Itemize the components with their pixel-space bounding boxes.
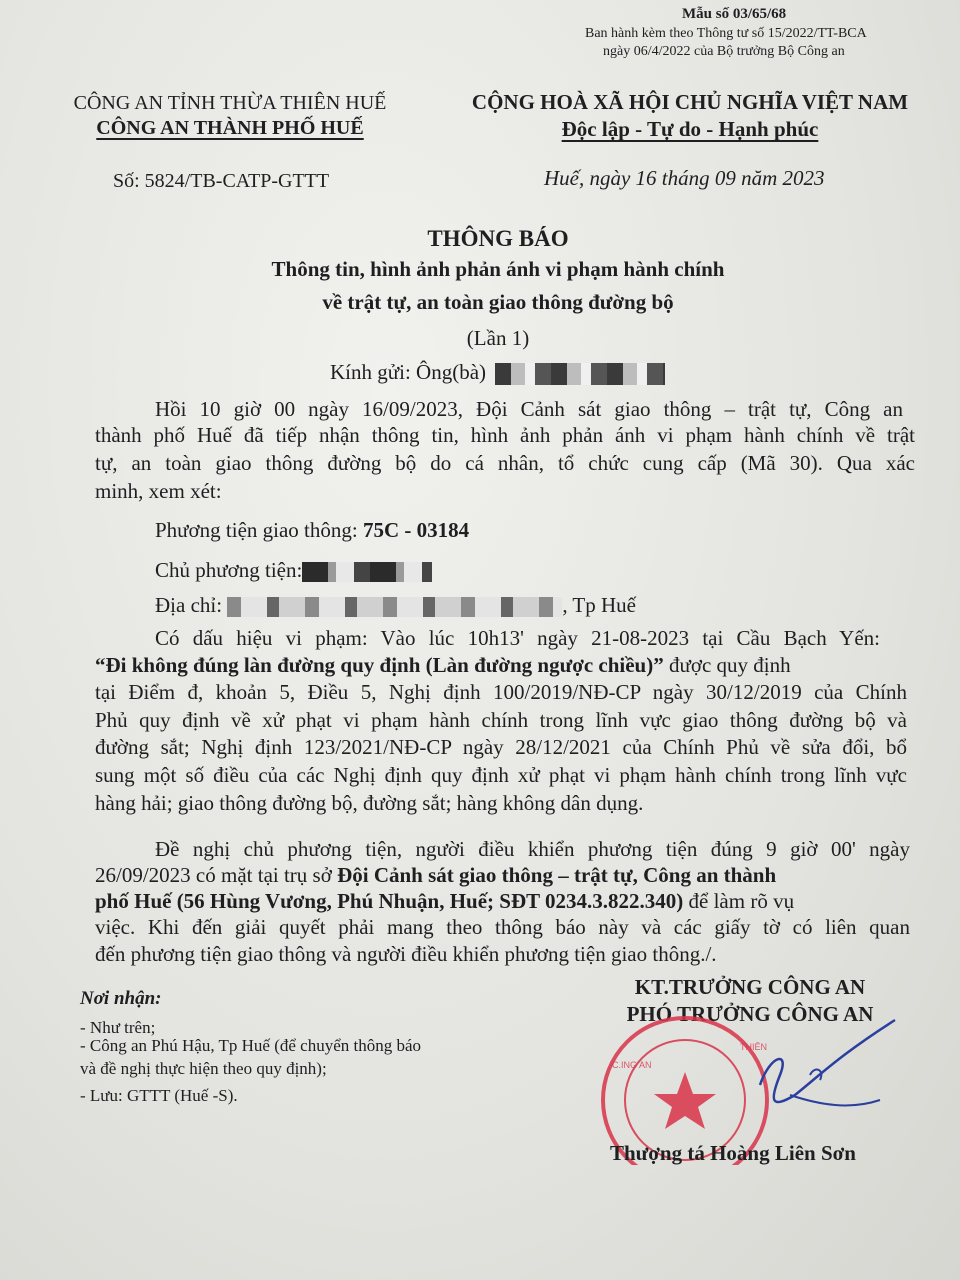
violation-description: “Đi không đúng làn đường quy định (Làn đường ngược chiều)”	[95, 653, 664, 677]
intro-line-4: minh, xem xét:	[95, 479, 222, 503]
notice-subtitle-1: Thông tin, hình ảnh phản ánh vi phạm hành chính	[271, 257, 725, 281]
recipients-item-1: - Như trên;	[80, 1018, 156, 1037]
intro-line-2: thành phố Huế đã tiếp nhận thông tin, hình ảnh phản ánh vi phạm hành chính về trật	[95, 423, 915, 447]
request-line-2-a: 26/09/2023 có mặt tại trụ sở	[95, 863, 338, 887]
notice-subtitle-2: về trật tự, an toàn giao thông đường bộ	[322, 290, 674, 314]
place-date: Huế, ngày 16 tháng 09 năm 2023	[544, 166, 825, 190]
national-title: CỘNG HOÀ XÃ HỘI CHỦ NGHĨA VIỆT NAM	[471, 90, 909, 114]
recipients-item-3: và đề nghị thực hiện theo quy định);	[80, 1059, 327, 1078]
recipients-item-2: - Công an Phú Hậu, Tp Huế (để chuyển thông báo	[80, 1036, 422, 1055]
handwritten-signature	[700, 1015, 900, 1125]
request-line-1: Đề nghị chủ phương tiện, người điều khiển phương tiện đúng 9 giờ 00' ngày	[155, 837, 910, 861]
violation-line-1: Có dấu hiệu vi phạm: Vào lúc 10h13' ngày 21-08-2023 tại Cầu Bạch Yến:	[155, 626, 880, 650]
redacted-owner	[302, 562, 432, 582]
svg-text:C.ING AN: C.ING AN	[612, 1060, 652, 1070]
request-line-5: đến phương tiện giao thông và người điều khiển phương tiện giao thông./.	[95, 942, 717, 966]
redacted-address	[227, 597, 562, 617]
signature-title-1: KT.TRƯỞNG CÔNG AN	[634, 975, 866, 999]
redacted-name	[495, 363, 665, 385]
form-issued-line1: Ban hành kèm theo Thông tư số 15/2022/TT-BCA	[585, 26, 867, 41]
header-org1: CÔNG AN TỈNH THỪA THIÊN HUẾ	[73, 92, 387, 114]
national-motto: Độc lập - Tự do - Hạnh phúc	[561, 117, 819, 141]
address-line	[155, 592, 960, 619]
request-office: Đội Cảnh sát giao thông – trật tự, Công an thành	[337, 863, 777, 887]
recipient-label: Kính gửi: Ông(bà)	[330, 360, 487, 384]
address-label: Địa chỉ:	[155, 593, 223, 617]
request-line-2	[95, 862, 915, 889]
violation-line-2	[95, 652, 915, 679]
violation-line-7: hàng hải; giao thông đường bộ, đường sắt; hàng không dân dụng.	[95, 791, 644, 815]
notice-times: (Lần 1)	[466, 326, 530, 350]
form-issued-line2: ngày 06/4/2022 của Bộ trưởng Bộ Công an	[603, 44, 845, 59]
vehicle-line	[155, 517, 960, 544]
request-line-4: việc. Khi đến giải quyết phải mang theo thông báo này và các giấy tờ có liên quan	[95, 915, 910, 939]
intro-line-3: tự, an toàn giao thông đường bộ do cá nhân, tổ chức cung cấp (Mã 30). Qua xác	[95, 451, 915, 475]
recipients-heading: Nơi nhận:	[80, 988, 162, 1009]
recipients-item-4: - Lưu: GTTT (Huế -S).	[80, 1086, 238, 1105]
signature-title-2: PHÓ TRƯỞNG CÔNG AN	[626, 1002, 874, 1026]
owner-line	[155, 557, 960, 584]
request-line-3	[95, 888, 915, 915]
violation-line-2-rest: được quy định	[663, 653, 791, 677]
violation-line-6: sung một số điều của các Nghị định quy định xử phạt vi phạm hành chính trong lĩnh vực	[95, 763, 907, 787]
violation-line-4: Phủ quy định về xử phạt vi phạm hành chính trong lĩnh vực giao thông đường bộ và	[95, 708, 907, 732]
signer-name: Thượng tá Hoàng Liên Sơn	[610, 1141, 856, 1165]
violation-line-5: đường sắt; Nghị định 123/2021/NĐ-CP ngày 28/12/2021 của Chính Phủ về sửa đổi, bổ	[95, 735, 907, 759]
request-line-3-tail: để làm rõ vụ	[683, 889, 795, 913]
request-address: phố Huế (56 Hùng Vương, Phú Nhuận, Huế; SĐT 0234.3.822.340)	[95, 889, 684, 913]
document-number: Số: 5824/TB-CATP-GTTT	[113, 170, 330, 192]
svg-text:THIÊN: THIÊN	[740, 1042, 767, 1052]
address-tail: , Tp Huế	[562, 593, 636, 617]
notice-title: THÔNG BÁO	[427, 226, 569, 251]
form-code: Mẫu số 03/65/68	[682, 6, 787, 22]
recipient-line	[330, 360, 665, 385]
intro-line-1: Hồi 10 giờ 00 ngày 16/09/2023, Đội Cảnh sát giao thông – trật tự, Công an	[155, 397, 903, 421]
license-plate: 75C - 03184	[362, 518, 470, 542]
owner-label: Chủ phương tiện:	[155, 558, 303, 582]
violation-line-3: tại Điểm đ, khoản 5, Điều 5, Nghị định 100/2019/NĐ-CP ngày 30/12/2019 của Chính	[95, 680, 907, 704]
header-org2: CÔNG AN THÀNH PHỐ HUẾ	[96, 117, 364, 139]
vehicle-label: Phương tiện giao thông:	[155, 518, 363, 542]
